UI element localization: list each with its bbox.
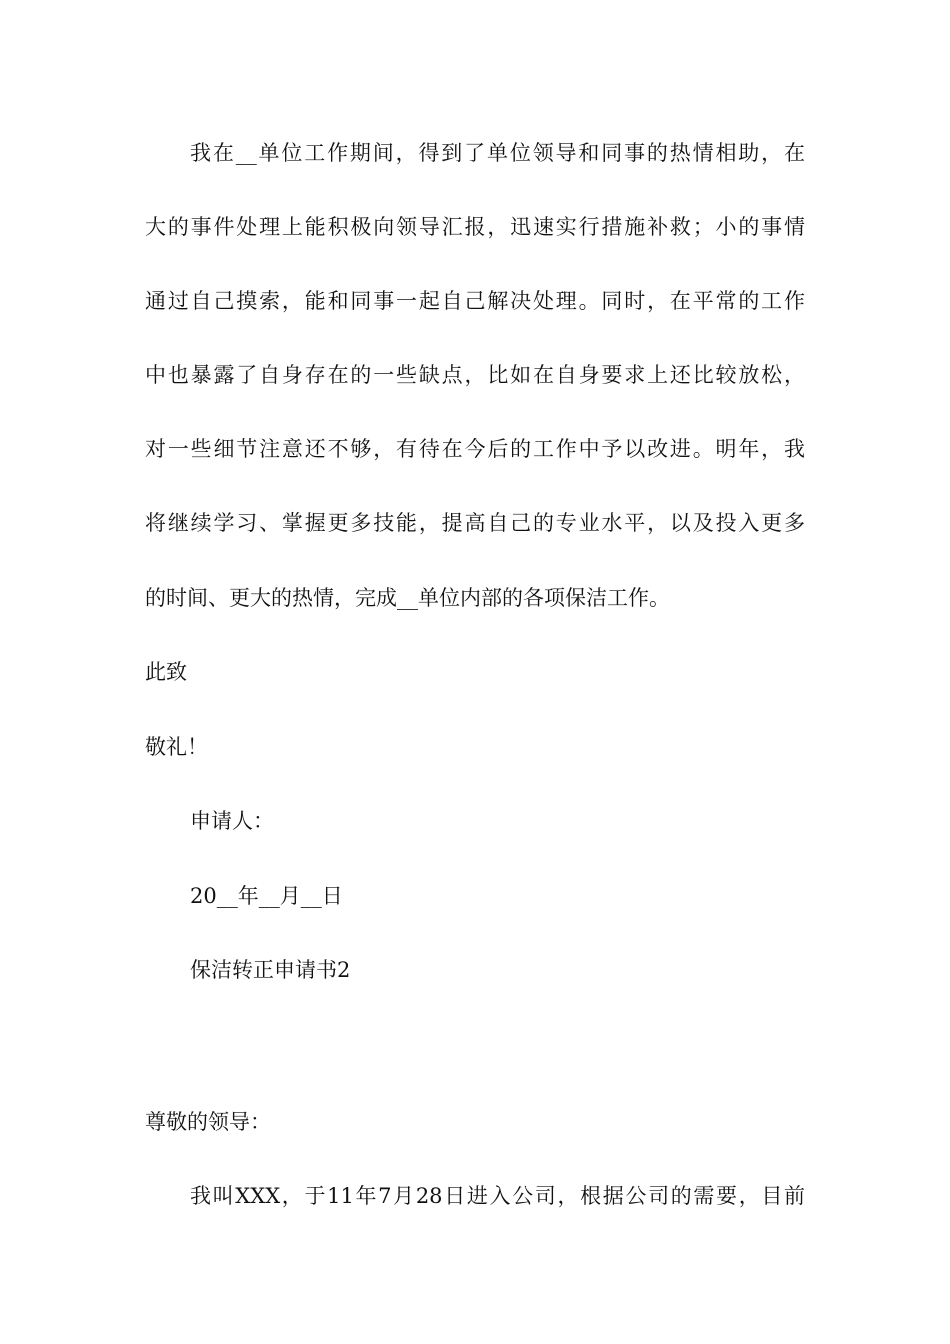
paragraph-line: 将继续学习、掌握更多技能，提高自己的专业水平，以及投入更多 [145, 511, 805, 535]
applicant-label: 申请人： [190, 809, 274, 833]
paragraph-line: 大的事件处理上能积极向领导汇报，迅速实行措施补救；小的事情 [145, 215, 805, 239]
paragraph-line: 我叫XXX，于11年7月28日进入公司，根据公司的需要，目前 [190, 1184, 805, 1208]
closing-salutation: 此致 [145, 660, 187, 684]
paragraph-line: 我在__单位工作期间，得到了单位领导和同事的热情相助，在 [190, 141, 805, 165]
closing-regards: 敬礼！ [145, 735, 208, 759]
paragraph-line: 通过自己摸索，能和同事一起自己解决处理。同时，在平常的工作 [145, 289, 805, 313]
paragraph-line: 中也暴露了自身存在的一些缺点，比如在自身要求上还比较放松， [145, 363, 805, 387]
letter-greeting: 尊敬的领导： [145, 1110, 271, 1134]
paragraph-line: 的时间、更大的热情，完成__单位内部的各项保洁工作。 [145, 586, 670, 610]
letter-title: 保洁转正申请书2 [190, 958, 351, 982]
date-line: 20__年__月__日 [190, 884, 343, 908]
paragraph-line: 对一些细节注意还不够，有待在今后的工作中予以改进。明年，我 [145, 437, 805, 461]
